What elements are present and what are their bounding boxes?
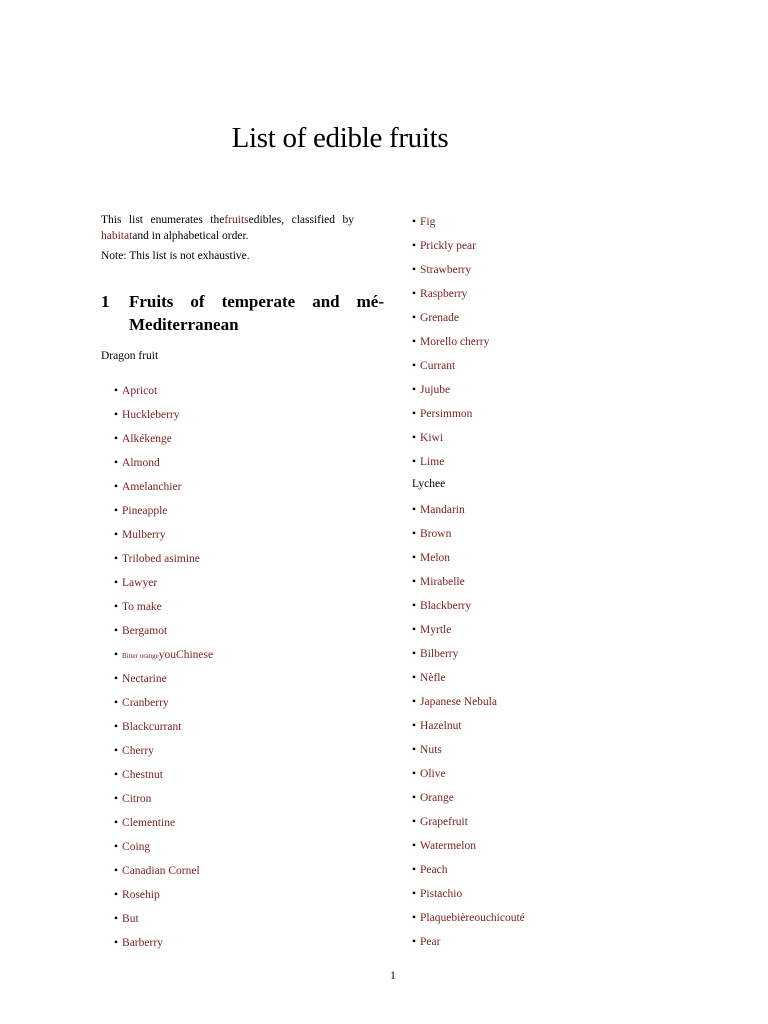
list-item[interactable] (114, 863, 213, 887)
fruit-link[interactable]: Lawyer (122, 577, 158, 589)
fruit-link[interactable]: Morello cherry (420, 336, 490, 348)
subheading: Dragon fruit (101, 350, 159, 362)
fruit-link[interactable]: Nèfle (420, 672, 446, 684)
fruit-link[interactable]: Currant (420, 360, 456, 372)
bullet: • (412, 720, 417, 732)
list-item[interactable] (114, 599, 213, 623)
list-item[interactable] (114, 767, 213, 791)
bitter-orange-link[interactable]: Bitter orange (122, 652, 159, 660)
list-item[interactable] (412, 646, 525, 670)
right-fruit-list-a (412, 214, 489, 478)
bullet: • (114, 433, 119, 445)
list-item[interactable] (412, 406, 489, 430)
fruit-link[interactable]: Coing (122, 841, 151, 853)
bullet: • (114, 745, 119, 757)
list-item[interactable] (412, 214, 489, 238)
list-item[interactable] (412, 454, 489, 478)
right-fruit-list-b (412, 502, 525, 958)
intro-text-1: This list enumerates the (101, 214, 225, 226)
list-item[interactable] (412, 766, 525, 790)
list-item[interactable] (114, 935, 213, 959)
bullet: • (412, 840, 417, 852)
bullet: • (412, 912, 417, 924)
list-item[interactable] (412, 622, 525, 646)
fruit-link[interactable]: Fig (420, 216, 436, 228)
fruit-link[interactable]: Jujube (420, 384, 451, 396)
fruit-link[interactable]: Strawberry (420, 264, 472, 276)
list-item[interactable] (412, 574, 525, 598)
bullet: • (114, 817, 119, 829)
bullet: • (412, 816, 417, 828)
fruit-link[interactable]: Mirabelle (420, 576, 465, 588)
list-item[interactable] (114, 719, 213, 743)
bullet: • (114, 649, 119, 661)
bullet: • (412, 744, 417, 756)
fruit-link[interactable]: Chestnut (122, 769, 163, 781)
fruit-link[interactable]: Bergamot (122, 625, 168, 637)
bullet: • (114, 841, 119, 853)
fruit-link[interactable]: Blackcurrant (122, 721, 182, 733)
page-title: List of edible fruits (231, 122, 449, 154)
section-title: Fruits of temperate and mé-Mediterranean (129, 292, 384, 334)
list-item[interactable] (412, 358, 489, 382)
fruit-link[interactable]: Olive (420, 768, 446, 780)
bullet: • (412, 648, 417, 660)
bullet: • (412, 888, 417, 900)
list-item[interactable] (114, 479, 213, 503)
fruit-link[interactable]: To make (122, 601, 162, 613)
list-item[interactable] (412, 910, 525, 934)
list-item[interactable] (412, 334, 489, 358)
list-item[interactable] (412, 670, 525, 694)
bullet: • (114, 865, 119, 877)
list-item[interactable] (412, 862, 525, 886)
fruit-link[interactable]: Canadian Cornel (122, 865, 200, 877)
note-paragraph: Note: This list is not exhaustive. (101, 250, 250, 262)
fruit-link[interactable]: Prickly pear (420, 240, 476, 252)
list-item[interactable] (114, 887, 213, 911)
fruit-link[interactable]: Kiwi (420, 432, 444, 444)
chinese-link[interactable]: youChinese (158, 649, 214, 661)
list-item[interactable] (412, 286, 489, 310)
bullet: • (114, 769, 119, 781)
list-item[interactable] (114, 623, 213, 647)
bullet: • (412, 384, 417, 396)
page-number: 1 (390, 970, 396, 982)
bullet: • (412, 432, 417, 444)
fruit-link[interactable]: Japanese Nebula (420, 696, 497, 708)
bullet: • (412, 240, 417, 252)
list-item[interactable] (114, 695, 213, 719)
fruit-link[interactable]: Citron (122, 793, 152, 805)
intro-block (101, 212, 354, 264)
list-item[interactable] (412, 694, 525, 718)
fruit-link[interactable]: Raspberry (420, 288, 468, 300)
list-item[interactable] (412, 310, 489, 334)
list-item[interactable] (114, 455, 213, 479)
fruit-link[interactable]: Melon (420, 552, 451, 564)
list-item[interactable] (114, 527, 213, 551)
list-item[interactable] (412, 382, 489, 406)
fruit-link[interactable]: Clementine (122, 817, 176, 829)
bullet: • (412, 600, 417, 612)
fruit-link[interactable]: Pistachio (420, 888, 463, 900)
bullet: • (412, 216, 417, 228)
list-item[interactable] (412, 718, 525, 742)
list-item[interactable] (412, 430, 489, 454)
intro-text-2: edibles, classified by (248, 214, 354, 226)
fruit-link[interactable]: Nectarine (122, 673, 167, 685)
bullet: • (412, 576, 417, 588)
list-item[interactable] (114, 431, 213, 455)
fruit-link[interactable]: Mulberry (122, 529, 166, 541)
bullet: • (412, 408, 417, 420)
bullet: • (412, 864, 417, 876)
fruit-link[interactable]: Almond (122, 457, 160, 469)
fruit-link[interactable]: Pear (420, 936, 441, 948)
fruit-link[interactable]: Trilobed asimine (122, 553, 200, 565)
list-item[interactable] (114, 575, 213, 599)
list-item[interactable] (412, 526, 525, 550)
list-item[interactable] (114, 815, 213, 839)
bullet: • (114, 505, 119, 517)
fruit-link[interactable]: Grapefruit (420, 816, 468, 828)
list-item[interactable] (114, 383, 213, 407)
bullet: • (114, 913, 119, 925)
fruit-link[interactable]: Hazelnut (420, 720, 462, 732)
bullet: • (412, 336, 417, 348)
bullet: • (412, 360, 417, 372)
list-item[interactable] (412, 598, 525, 622)
bullet: • (412, 672, 417, 684)
list-item[interactable] (114, 791, 213, 815)
bullet: • (114, 409, 119, 421)
fruit-link[interactable]: But (122, 913, 139, 925)
fruit-link[interactable]: Bilberry (420, 648, 459, 660)
bullet: • (114, 457, 119, 469)
fruit-link[interactable]: Plaquebièreouchicouté (420, 912, 525, 924)
bullet: • (114, 481, 119, 493)
bullet: • (412, 504, 417, 516)
bullet: • (114, 673, 119, 685)
list-item[interactable] (114, 551, 213, 575)
lychee-text: Lychee (412, 478, 446, 490)
list-item[interactable] (412, 838, 525, 862)
list-item[interactable] (412, 262, 489, 286)
bullet: • (114, 793, 119, 805)
list-item[interactable] (114, 839, 213, 863)
fruit-link[interactable]: Lime (420, 456, 445, 468)
bullet: • (114, 553, 119, 565)
list-item[interactable] (114, 743, 213, 767)
bullet: • (114, 625, 119, 637)
fruit-link[interactable]: Peach (420, 864, 448, 876)
list-item[interactable] (114, 407, 213, 431)
bullet: • (412, 456, 417, 468)
bullet: • (412, 528, 417, 540)
fruit-link[interactable]: Watermelon (420, 840, 476, 852)
list-item[interactable] (114, 671, 213, 695)
bullet: • (412, 552, 417, 564)
fruit-link[interactable]: Barberry (122, 937, 163, 949)
fruit-link[interactable]: Myrtle (420, 624, 452, 636)
fruit-link[interactable]: Orange (420, 792, 454, 804)
habitat-link[interactable]: habitat (101, 230, 133, 242)
bullet: • (114, 889, 119, 901)
fruit-link[interactable]: Pineapple (122, 505, 168, 517)
section-number: 1 (101, 292, 110, 311)
fruit-link[interactable]: Alkékenge (122, 433, 172, 445)
fruit-link[interactable]: Mandarin (420, 504, 465, 516)
bullet: • (412, 768, 417, 780)
bullet: • (114, 721, 119, 733)
list-item[interactable] (114, 911, 213, 935)
list-item[interactable] (412, 814, 525, 838)
list-item[interactable] (412, 886, 525, 910)
list-item[interactable] (412, 934, 525, 958)
left-fruit-list (114, 383, 213, 959)
bullet: • (412, 264, 417, 276)
bullet: • (114, 577, 119, 589)
list-item[interactable] (114, 647, 213, 671)
fruit-link[interactable]: Huckleberry (122, 409, 180, 421)
list-item[interactable] (412, 790, 525, 814)
fruit-link[interactable]: Persimmon (420, 408, 473, 420)
bullet: • (412, 792, 417, 804)
fruit-link[interactable]: Amelanchier (122, 481, 182, 493)
list-item[interactable] (114, 503, 213, 527)
bullet: • (114, 697, 119, 709)
bullet: • (412, 288, 417, 300)
bullet: • (114, 385, 119, 397)
bullet: • (412, 936, 417, 948)
list-item[interactable] (412, 238, 489, 262)
fruit-link[interactable]: Grenade (420, 312, 459, 324)
fruit-link[interactable]: Nuts (420, 744, 442, 756)
bullet: • (114, 529, 119, 541)
list-item[interactable] (412, 742, 525, 766)
list-item[interactable] (412, 502, 525, 526)
bullet: • (412, 624, 417, 636)
fruit-link[interactable]: Apricot (122, 385, 158, 397)
fruit-link[interactable]: Cherry (122, 745, 154, 757)
bullet: • (114, 601, 119, 613)
fruit-link[interactable]: Cranberry (122, 697, 169, 709)
fruit-link[interactable]: Rosehip (122, 889, 160, 901)
list-item[interactable] (412, 550, 525, 574)
fruit-link[interactable]: Blackberry (420, 600, 472, 612)
section-heading (101, 290, 384, 336)
fruits-link[interactable]: fruits (224, 214, 249, 226)
bullet: • (412, 696, 417, 708)
intro-paragraph (101, 212, 354, 244)
bullet: • (412, 312, 417, 324)
fruit-link[interactable]: Brown (420, 528, 452, 540)
bullet: • (114, 937, 119, 949)
intro-text-3: and in alphabetical order. (132, 230, 249, 242)
